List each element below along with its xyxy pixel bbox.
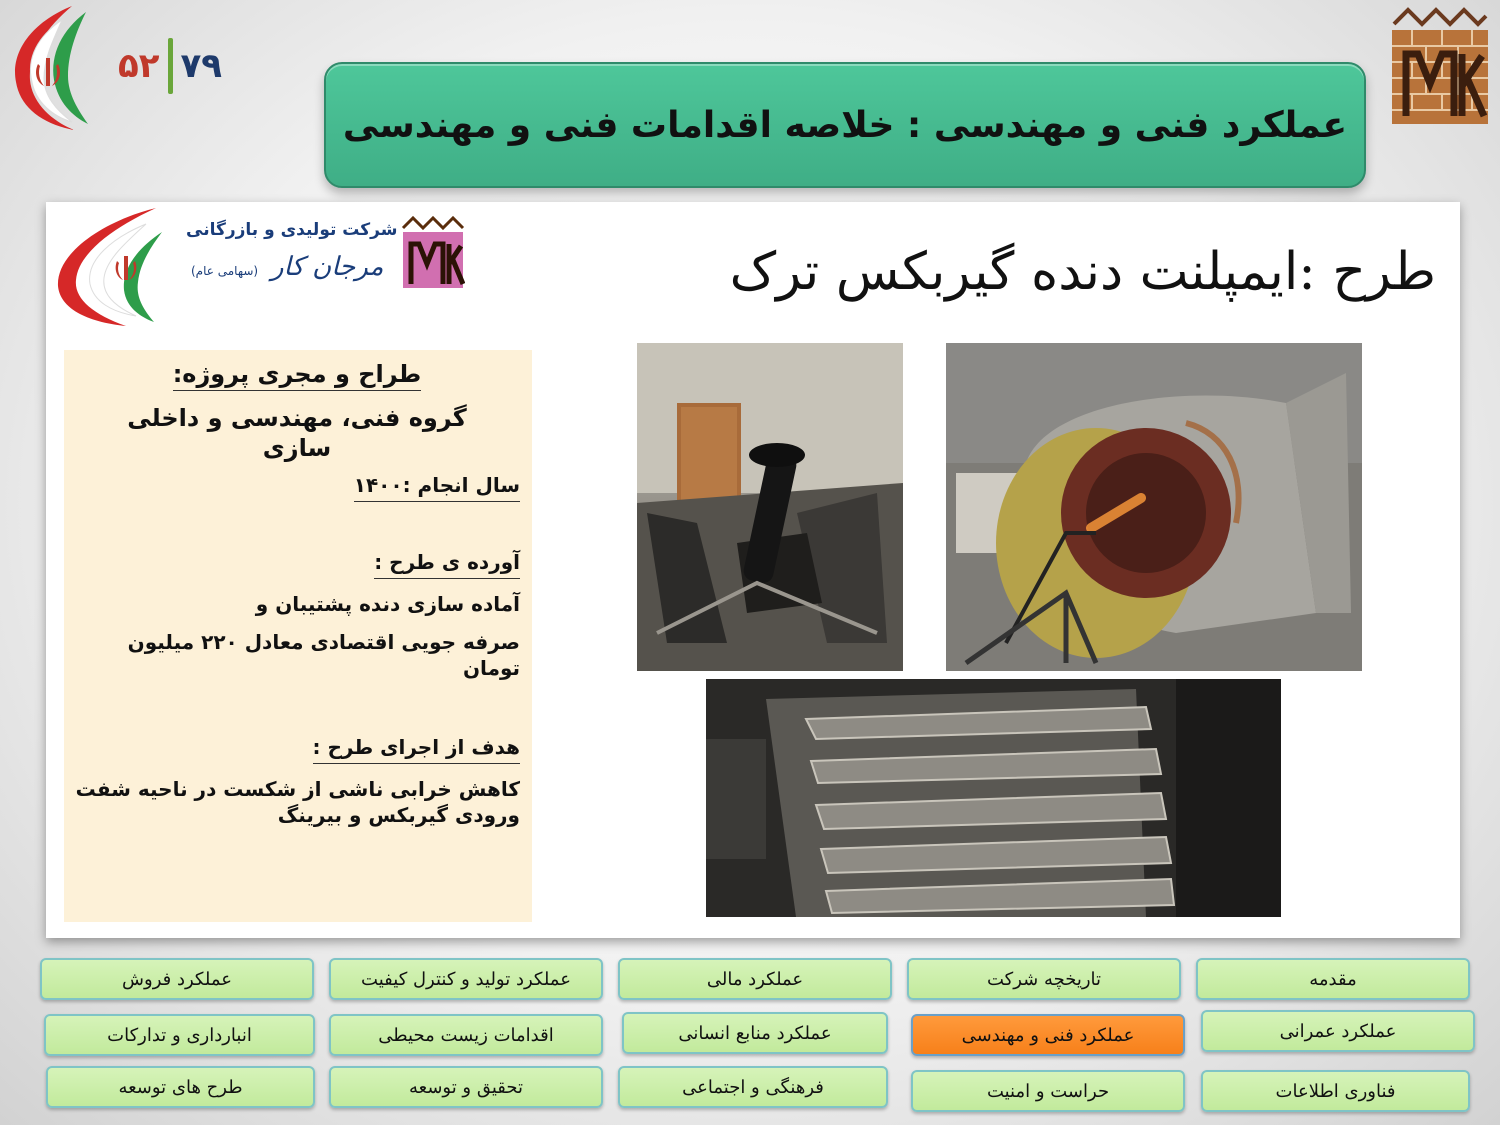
nav-cultural-social[interactable]: فرهنگی و اجتماعی bbox=[618, 1066, 888, 1108]
nav-development-plans[interactable]: طرح های توسعه bbox=[46, 1066, 315, 1108]
nav-security[interactable]: حراست و امنیت bbox=[911, 1070, 1185, 1112]
nav-production-quality[interactable]: عملکرد تولید و کنترل کیفیت bbox=[329, 958, 603, 1000]
iran-flag-ribbon-icon bbox=[46, 202, 166, 332]
section-title: عملکرد فنی و مهندسی : خلاصه اقدامات فنی و مهندسی bbox=[342, 104, 1348, 146]
goal-heading: هدف از اجرای طرح : bbox=[313, 735, 520, 764]
nav-company-history[interactable]: تاریخچه شرکت bbox=[907, 958, 1181, 1000]
goal-value: کاهش خرابی ناشی از شکست در ناحیه شفت ورودی گیربکس و بیرینگ bbox=[75, 777, 520, 827]
project-info-box bbox=[64, 350, 532, 922]
nav-sales[interactable]: عملکرد فروش bbox=[40, 958, 314, 1000]
photo-gear-implant bbox=[637, 343, 903, 671]
output-line-1: آماده سازی دنده پشتیبان و bbox=[255, 592, 520, 616]
page-counter-divider bbox=[168, 38, 173, 94]
card-company-logo bbox=[46, 202, 476, 332]
nav-it[interactable]: فناوری اطلاعات bbox=[1201, 1070, 1470, 1112]
nav-human-resources[interactable]: عملکرد منابع انسانی bbox=[622, 1012, 888, 1054]
photo-gear-heating bbox=[946, 343, 1362, 671]
iran-emblem-logo bbox=[2, 2, 92, 134]
content-card bbox=[46, 202, 1460, 938]
nav-construction[interactable]: عملکرد عمرانی bbox=[1201, 1010, 1475, 1052]
nav-warehouse[interactable]: انبارداری و تدارکات bbox=[44, 1014, 315, 1056]
page-current-number: ۵۲ bbox=[118, 46, 160, 86]
designer-heading: طراح و مجری پروژه: bbox=[173, 360, 422, 391]
logo-company-status: (سهامی عام) bbox=[191, 264, 259, 278]
nav-engineering-active[interactable]: عملکرد فنی و مهندسی bbox=[911, 1014, 1185, 1056]
nav-research[interactable]: تحقیق و توسعه bbox=[329, 1066, 603, 1108]
logo-company-type: شرکت تولیدی و بازرگانی bbox=[186, 220, 398, 240]
nav-intro[interactable]: مقدمه bbox=[1196, 958, 1470, 1000]
logo-company-name: مرجان کار bbox=[271, 252, 384, 282]
photo-rebuilt-gear-teeth bbox=[706, 679, 1281, 917]
plan-title: طرح :ایمپلنت دنده گیربکس ترک bbox=[729, 242, 1436, 302]
section-title-banner bbox=[324, 62, 1366, 188]
marjan-kar-small-logo-icon bbox=[401, 214, 465, 290]
nav-financial[interactable]: عملکرد مالی bbox=[618, 958, 892, 1000]
page-total-number: ۷۹ bbox=[180, 46, 223, 86]
designer-value: گروه فنی، مهندسی و داخلی سازی bbox=[127, 404, 467, 462]
nav-environment[interactable]: اقدامات زیست محیطی bbox=[329, 1014, 603, 1056]
marjan-kar-logo bbox=[1388, 4, 1492, 128]
output-line-2: صرفه جویی اقتصادی معادل ۲۲۰ میلیون تومان bbox=[127, 630, 520, 680]
project-year: سال انجام :۱۴۰۰ bbox=[354, 473, 520, 502]
page-counter bbox=[118, 36, 268, 96]
output-heading: آورده ی طرح : bbox=[374, 550, 520, 579]
